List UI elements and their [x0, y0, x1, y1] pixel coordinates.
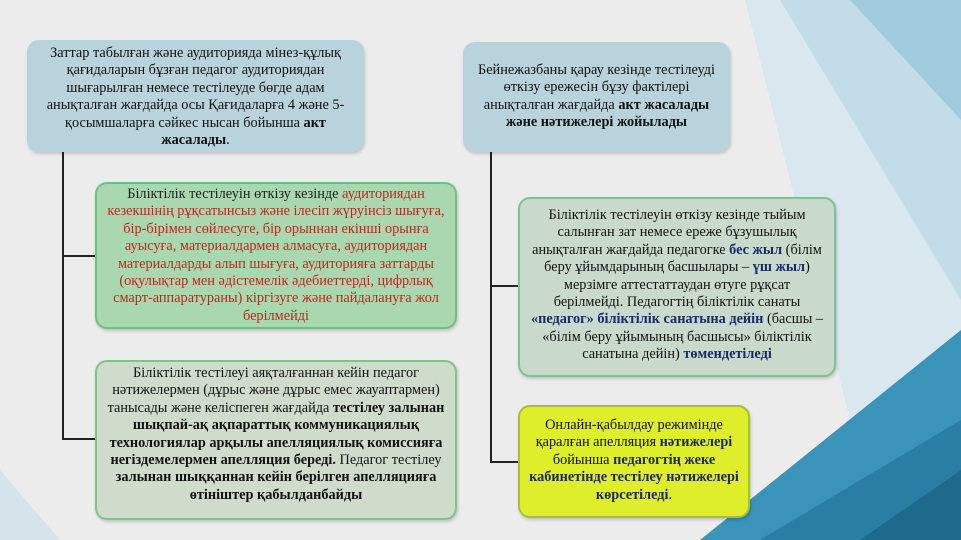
box5-text-4: (басшы – «білім беру ұйымының басшысы» біліктілік санатына дейін)	[542, 311, 824, 363]
box2-text: Біліктілік тестілеуін өткізу кезінде	[127, 186, 343, 202]
box6-text: Онлайн-қабылдау режимінде қаралған апелляция	[535, 417, 723, 451]
connector-right-1	[490, 285, 520, 287]
box5-bold-4: төмендетіледі	[683, 346, 772, 363]
info-box-act-violation	[27, 40, 364, 152]
box2-red-text: аудиториядан кезекшінің рұқсатынсыз және ілесіп жүруінсіз шығуға, бір-бірімен сөйлесуге, бір орыннан екінші орынға ауысуға, материалдармен алмасуға, аудиториядан материалдарды алып шығуға, аудиторияға заттарды (оқулықтар мен әдістемелік әдебиеттерді, цифрлық смарт-аппаратураны) кіргізуге және пайдалануға жол берілмейді	[107, 186, 445, 324]
connector-right-2	[490, 461, 520, 463]
info-box-online-appeal	[518, 405, 750, 518]
info-box-penalty	[518, 197, 836, 377]
box3-text: Біліктілік тестілеуі аяқталғаннан кейін педагог нәтижелермен (дұрыс және дұрыс емес жауаптармен) танысады және келіспеген жағдайда	[107, 365, 440, 416]
connector-left-vertical	[62, 150, 64, 440]
box5-bold-1: бес жыл	[729, 241, 783, 258]
box5-bold-2: үш жыл	[752, 259, 806, 276]
box3-bold-2: залынан шыққаннан кейін берілген апелляцияға өтініштер қабылданбайды	[115, 469, 437, 503]
box5-text-2: (білім беру ұйымдарының басшылары –	[544, 241, 822, 276]
box1-text: Заттар табылған және аудиторияда мінез-құлық қағидаларын бұзған педагог аудиториядан шығарылған немесе тестілеуде бөгде адам анықталған жағдайда осы Қағидаларға 4 және 5-қосымшаларға сәйкес нысан бойынша	[46, 45, 345, 131]
box1-text-end: .	[226, 132, 230, 149]
box4-bold: акт жасалады және нәтижелері жойылады	[505, 96, 710, 131]
box6-bold-1: нәтижелері	[659, 434, 733, 451]
box6-text-2: бойынша	[552, 451, 614, 468]
connector-left-1	[62, 255, 96, 257]
box4-text: Бейнежазбаны қарау кезінде тестілеуді өткізу ережесін бұзу фактілері анықталған жағдайда	[477, 62, 715, 113]
box6-text-3: .	[668, 486, 673, 503]
box1-bold: акт жасалады	[161, 114, 326, 149]
box3-text-2: Педагог тестілеу	[335, 452, 442, 469]
info-box-video-review	[463, 42, 730, 152]
box5-text: Біліктілік тестілеуін өткізу кезінде тыйым салынған зат немесе ереже бұзушылық анықталған жағдайда педагогке	[532, 207, 806, 258]
info-box-prohibited-actions	[95, 182, 457, 329]
box3-bold-1: тестілеу залынан шықпай-ақ ақпараттық коммуникациялық технологиялар арқылы апелляциялық комиссияға негіздемелермен апелляция береді.	[109, 399, 445, 469]
info-box-appeal	[95, 360, 457, 520]
connector-left-2	[62, 438, 96, 440]
box5-bold-3: «педагог» біліктілік санатына дейін	[530, 311, 764, 328]
box6-bold-2: педагогтің жеке кабинетінде тестілеу нәтижелері көрсетіледі	[529, 451, 739, 503]
connector-right-vertical	[490, 152, 492, 462]
box5-text-3: ) мерзімге аттестаттаудан өтуге рұқсат берілмейді. Педагогтің біліктілік санаты	[553, 259, 810, 311]
